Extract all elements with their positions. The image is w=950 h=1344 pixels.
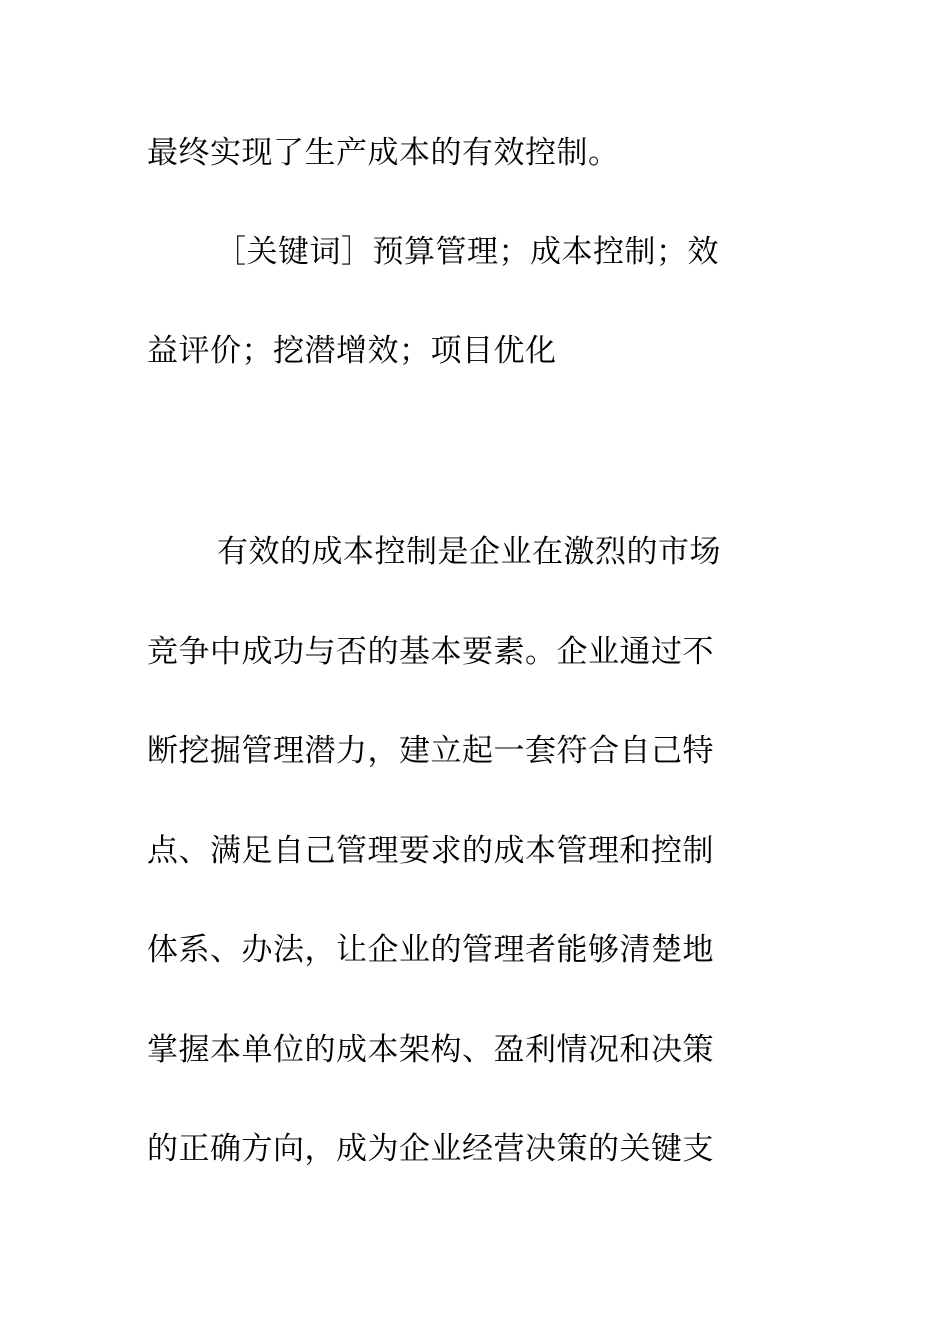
body-paragraph-line-7: 的正确方向，成为企业经营决策的关键支 [147,1131,714,1167]
keywords-line-2: 益评价；挖潜增效；项目优化 [147,333,557,369]
body-paragraph-line-3: 断挖掘管理潜力，建立起一套符合自己特 [147,733,714,769]
body-paragraph-line-6: 掌握本单位的成本架构、盈利情况和决策 [147,1032,714,1068]
body-paragraph-line-5: 体系、办法，让企业的管理者能够清楚地 [147,932,714,968]
body-paragraph-line-1: 有效的成本控制是企业在激烈的市场 [217,534,721,570]
abstract-tail-line: 最终实现了生产成本的有效控制。 [147,135,620,171]
body-paragraph-line-2: 竞争中成功与否的基本要素。企业通过不 [147,634,714,670]
body-paragraph-line-4: 点、满足自己管理要求的成本管理和控制 [147,833,714,869]
keywords-line-1: ［关键词］预算管理；成本控制；效 [215,234,719,270]
